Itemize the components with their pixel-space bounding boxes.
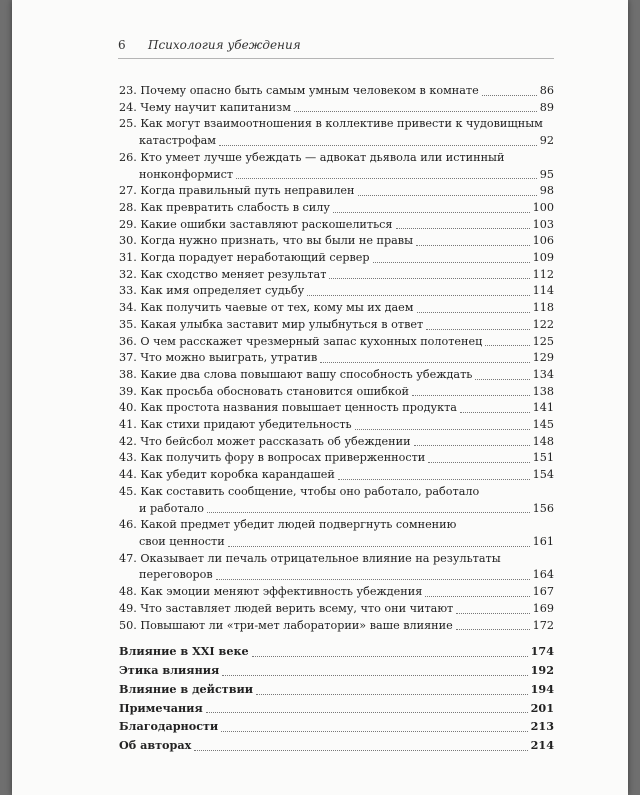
toc-entry-page: 100 <box>532 200 554 214</box>
dot-leader <box>219 144 537 146</box>
toc-entry-title: 42. Что бейсбол может рассказать об убеждении <box>119 434 411 448</box>
toc-section-page: 192 <box>530 663 554 677</box>
toc-entry-row <box>119 584 554 601</box>
toc-entry-page: 112 <box>532 267 554 281</box>
dot-leader <box>412 394 530 396</box>
toc-entry-page: 138 <box>532 384 554 398</box>
dot-leader <box>256 693 528 695</box>
toc-entry-row <box>119 100 554 117</box>
toc-entry-title: 49. Что заставляет людей верить всему, что они читают <box>119 601 454 615</box>
toc-entry-title: 35. Какая улыбка заставит мир улыбнуться в ответ <box>119 317 424 331</box>
toc-section-page: 194 <box>530 681 554 696</box>
toc-entry <box>119 300 554 317</box>
toc-entry <box>119 100 554 117</box>
toc-entry-page: 134 <box>532 367 554 381</box>
toc-entry-page: 89 <box>539 100 554 114</box>
toc-entry-title: 32. Как сходство меняет результат <box>119 267 327 281</box>
toc-entry <box>119 183 554 200</box>
toc-entry-title: 24. Чему научит капитанизм <box>119 100 291 114</box>
dot-leader <box>396 227 530 229</box>
dot-leader <box>228 545 530 547</box>
toc-entry-page: 98 <box>539 184 554 198</box>
dot-leader <box>428 461 529 463</box>
dot-leader <box>416 244 530 246</box>
toc-entry-row <box>119 167 554 184</box>
dot-leader <box>222 674 527 676</box>
toc-entry-page: 109 <box>532 251 554 265</box>
toc-entry-page: 145 <box>532 418 554 432</box>
toc-entry-row <box>119 133 554 150</box>
dot-leader <box>475 378 529 380</box>
toc-entry <box>119 601 554 618</box>
dot-leader <box>482 94 537 96</box>
dot-leader <box>320 361 529 363</box>
toc-entry-row <box>119 250 554 267</box>
toc-entry <box>119 367 554 384</box>
dot-leader <box>460 411 530 413</box>
toc-entry <box>119 317 554 334</box>
toc-section-title: Примечания <box>119 700 203 715</box>
toc-entry-page: 156 <box>532 501 554 515</box>
book-title: Психология убеждения <box>148 38 301 52</box>
toc-section-title: Благодарности <box>119 719 219 734</box>
toc-entry-page: 125 <box>532 334 554 348</box>
toc-entry-title: переговоров <box>139 568 213 582</box>
toc-entry-page: 169 <box>532 601 554 615</box>
toc-entry-page: 118 <box>532 301 554 315</box>
toc-entry <box>119 434 554 451</box>
toc-entry-title: 34. Как получить чаевые от тех, кому мы их даем <box>119 301 414 315</box>
toc-entry <box>119 584 554 601</box>
toc-entry-row <box>119 618 554 635</box>
toc-section-row <box>119 717 554 736</box>
dot-leader <box>206 711 528 713</box>
toc-entry <box>119 384 554 401</box>
toc-entry <box>119 618 554 635</box>
toc-section-row <box>119 642 554 661</box>
toc-entry <box>119 417 554 434</box>
toc-section-page: 214 <box>530 738 554 753</box>
toc-entry <box>119 467 554 484</box>
toc-entry <box>119 517 554 550</box>
toc-entry <box>119 83 554 100</box>
toc-entry-row <box>119 467 554 484</box>
toc-entry-row <box>119 267 554 284</box>
dot-leader <box>456 612 529 614</box>
running-header <box>118 34 554 59</box>
dot-leader <box>294 110 537 112</box>
toc-entry-title-line: 45. Как составить сообщение, чтобы оно работало, работало <box>119 484 480 498</box>
toc-entry-title: свои ценности <box>139 534 225 548</box>
dot-leader <box>252 655 528 657</box>
toc-entry-page: 95 <box>539 167 554 181</box>
toc-entry-row <box>119 400 554 417</box>
toc-section-row <box>119 661 554 680</box>
toc-entry-page: 129 <box>532 351 554 365</box>
toc-entry-title: 50. Повышают ли «три-мет лаборатории» ваше влияние <box>119 618 453 632</box>
toc-entry-title: катастрофам <box>139 134 217 148</box>
toc-section-row <box>119 699 554 718</box>
dot-leader <box>485 344 529 346</box>
toc-entry-title: 31. Когда порадует неработающий сервер <box>119 251 370 265</box>
toc-entry-row <box>119 501 554 518</box>
toc-entry-page: 103 <box>532 217 554 231</box>
toc-entry-row <box>119 300 554 317</box>
dot-leader <box>236 177 537 179</box>
toc-entry-title: 39. Как просьба обосновать становится ошибкой <box>119 384 410 398</box>
dot-leader <box>358 194 537 196</box>
chapter-list <box>119 83 554 634</box>
toc-entry-page: 141 <box>532 401 554 415</box>
toc-entry <box>119 400 554 417</box>
toc-entry <box>119 484 554 517</box>
toc-entry-page: 151 <box>532 451 554 465</box>
toc-entry-title: и работало <box>139 501 205 515</box>
toc-entry-title-line: 47. Оказывает ли печаль отрицательное влияние на результаты <box>119 551 501 565</box>
toc-entry-title: 43. Как получить фору в вопросах приверженности <box>119 451 426 465</box>
toc-entry <box>119 283 554 300</box>
dot-leader <box>425 595 529 597</box>
toc-entry-row <box>119 200 554 217</box>
dot-leader <box>414 444 530 446</box>
toc-entry-title-line: 26. Кто умеет лучше убеждать — адвокат дьявола или истинный <box>119 150 505 164</box>
toc-entry-row <box>119 417 554 434</box>
dot-leader <box>207 511 530 513</box>
dot-leader <box>426 328 529 330</box>
toc-entry-title: 23. Почему опасно быть самым умным человеком в комнате <box>119 84 479 97</box>
toc-entry <box>119 250 554 267</box>
toc-entry-title-line: 25. Как могут взаимоотношения в коллективе привести к чудовищным <box>119 117 543 131</box>
toc-entry-title: 44. Как убедит коробка карандашей <box>119 468 335 482</box>
toc-section-title: Влияние в действии <box>119 681 254 696</box>
toc-entry <box>119 450 554 467</box>
toc-entry-title-line: 46. Какой предмет убедит людей подвергнуть сомнению <box>119 518 457 532</box>
toc-entry-row <box>119 384 554 401</box>
toc-entry <box>119 551 554 584</box>
toc-entry-row <box>119 567 554 584</box>
toc-entry-row <box>119 217 554 234</box>
toc-entry-page: 161 <box>532 534 554 548</box>
toc-entry-title: 27. Когда правильный путь неправилен <box>119 184 355 198</box>
toc-entry-page: 167 <box>532 585 554 599</box>
toc-entry-title: 28. Как превратить слабость в силу <box>119 200 330 214</box>
toc-entry-title: 38. Какие два слова повышают вашу способность убеждать <box>119 367 473 381</box>
toc-entry-title: 29. Какие ошибки заставляют раскошелиться <box>119 217 393 231</box>
section-list <box>119 642 554 755</box>
dot-leader <box>221 730 527 732</box>
toc-entry-page: 154 <box>532 468 554 482</box>
toc-section-page: 213 <box>530 719 554 734</box>
toc-entry-page: 92 <box>539 134 554 148</box>
toc-entry-title: нонконформист <box>139 167 234 181</box>
toc-entry <box>119 334 554 351</box>
toc-entry-title: 40. Как простота названия повышает ценность продукта <box>119 401 457 415</box>
dot-leader <box>417 311 530 313</box>
toc-section-page: 201 <box>530 700 554 715</box>
toc-entry-title: 37. Что можно выиграть, утратив <box>119 351 318 365</box>
toc-section-row <box>119 680 554 699</box>
toc-section-title: Влияние в XXI веке <box>119 644 249 659</box>
toc-entry-page: 164 <box>532 568 554 582</box>
toc-entry-row <box>119 450 554 467</box>
toc-entry-row <box>119 183 554 200</box>
dot-leader <box>373 261 530 263</box>
dot-leader <box>333 211 530 213</box>
toc-entry <box>119 217 554 234</box>
toc-entry-title: 30. Когда нужно признать, что вы были не правы <box>119 234 414 248</box>
toc-section-row <box>119 736 554 755</box>
toc-section-page: 174 <box>530 644 554 659</box>
toc-entry-row <box>119 350 554 367</box>
toc-entry-title: 36. О чем расскажет чрезмерный запас кухонных полотенец <box>119 334 483 348</box>
toc-entry-row <box>119 601 554 618</box>
toc-entry-page: 114 <box>532 284 554 298</box>
table-of-contents <box>119 83 554 755</box>
page-number: 6 <box>118 38 126 52</box>
toc-entry-row <box>119 334 554 351</box>
book-page <box>12 0 628 795</box>
toc-entry-page: 148 <box>532 434 554 448</box>
toc-entry-title: 33. Как имя определяет судьбу <box>119 284 305 298</box>
toc-entry-row <box>119 534 554 551</box>
dot-leader <box>194 749 527 751</box>
toc-entry-title: 48. Как эмоции меняют эффективность убеждения <box>119 585 423 599</box>
toc-entry <box>119 116 554 149</box>
toc-entry <box>119 350 554 367</box>
toc-entry-row <box>119 317 554 334</box>
dot-leader <box>338 478 530 480</box>
toc-entry-row <box>119 233 554 250</box>
dot-leader <box>216 578 530 580</box>
toc-entry-row <box>119 283 554 300</box>
toc-entry-row <box>119 434 554 451</box>
toc-section-title: Этика влияния <box>119 663 220 677</box>
toc-entry <box>119 150 554 183</box>
toc-entry <box>119 267 554 284</box>
dot-leader <box>329 277 529 279</box>
toc-entry-row <box>119 367 554 384</box>
toc-entry <box>119 233 554 250</box>
toc-entry-page: 122 <box>532 317 554 331</box>
dot-leader <box>355 428 530 430</box>
toc-entry-page: 172 <box>532 618 554 632</box>
toc-section-title: Об авторах <box>119 738 192 753</box>
toc-entry-page: 106 <box>532 234 554 248</box>
dot-leader <box>456 628 530 630</box>
toc-entry-title: 41. Как стихи придают убедительность <box>119 418 352 432</box>
toc-entry <box>119 200 554 217</box>
toc-entry-row <box>119 83 554 100</box>
dot-leader <box>307 294 529 296</box>
toc-entry-page: 86 <box>539 84 554 97</box>
